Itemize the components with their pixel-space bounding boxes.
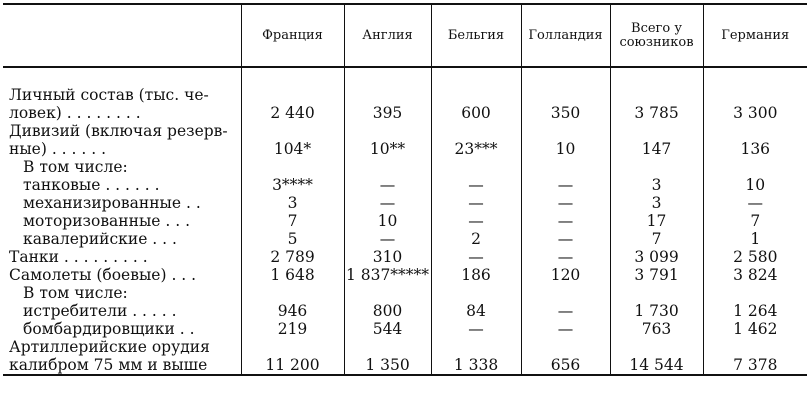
cell-netherlands: — (521, 194, 610, 212)
cell-france: 2 789 (241, 248, 344, 266)
header-netherlands: Голландия (521, 4, 610, 67)
row-label: В том числе: (23, 284, 128, 302)
cell-france: 3 (241, 194, 344, 212)
cell-france: 2 440 (241, 86, 344, 122)
row-label: танковые . . . . . . (23, 176, 160, 194)
header-allies-total (610, 4, 703, 67)
cell-netherlands: — (521, 248, 610, 266)
table-row (3, 266, 807, 284)
cell-allies-total (610, 158, 703, 176)
cell-allies-total: 3 785 (610, 86, 703, 122)
table-header-row (3, 4, 807, 67)
cell-belgium: 186 (431, 266, 521, 284)
row-label (3, 86, 241, 122)
cell-allies-total: 1 730 (610, 302, 703, 320)
cell-allies-total: 3 (610, 194, 703, 212)
row-label (3, 122, 241, 158)
row-label: моторизованные . . . (23, 212, 191, 230)
cell-allies-total: 147 (610, 122, 703, 158)
cell-england: 10** (344, 122, 431, 158)
cell-allies-total: 763 (610, 320, 703, 338)
cell-belgium: — (431, 212, 521, 230)
cell-netherlands: — (521, 176, 610, 194)
cell-germany (703, 284, 807, 302)
row-label-line2: ловек) . . . . . . . . (9, 104, 141, 122)
cell-england: 395 (344, 86, 431, 122)
cell-france: 1 648 (241, 266, 344, 284)
cell-belgium: — (431, 248, 521, 266)
cell-france: 5 (241, 230, 344, 248)
cell-allies-total: 3 791 (610, 266, 703, 284)
row-label: В том числе: (23, 158, 128, 176)
row-label: механизированные . . (23, 194, 201, 212)
cell-france: 11 200 (241, 338, 344, 375)
table-row (3, 284, 807, 302)
cell-france (241, 284, 344, 302)
cell-germany: 1 (703, 230, 807, 248)
table-row (3, 320, 807, 338)
cell-netherlands: — (521, 230, 610, 248)
row-label (3, 338, 241, 375)
cell-belgium: 2 (431, 230, 521, 248)
table-row (3, 176, 807, 194)
table-row (3, 248, 807, 266)
cell-england: 1 837***** (345, 266, 430, 284)
cell-belgium: — (431, 176, 521, 194)
row-label-line1: Дивизий (включая резерв- (9, 122, 228, 140)
forces-comparison-table (3, 3, 807, 376)
row-label: истребители . . . . . (23, 302, 177, 320)
cell-netherlands: 120 (521, 266, 610, 284)
table-row (3, 86, 807, 122)
cell-netherlands: 10 (521, 122, 610, 158)
row-label: Танки . . . . . . . . . (9, 248, 148, 266)
header-allies-total-line2: союзников (619, 34, 694, 50)
row-label: кавалерийские . . . (23, 230, 177, 248)
cell-germany: 7 (703, 212, 807, 230)
cell-germany: 3 300 (703, 86, 807, 122)
cell-netherlands (521, 284, 610, 302)
cell-germany: 10 (703, 176, 807, 194)
cell-england: 10 (344, 212, 431, 230)
cell-allies-total: 7 (610, 230, 703, 248)
table-row (3, 122, 807, 158)
cell-germany: 1 264 (703, 302, 807, 320)
table-row (3, 194, 807, 212)
cell-belgium: 1 338 (431, 338, 521, 375)
row-label-line2: калибром 75 мм и выше (9, 356, 208, 374)
cell-allies-total: 14 544 (610, 338, 703, 375)
cell-belgium: 600 (431, 86, 521, 122)
cell-germany: 2 580 (703, 248, 807, 266)
cell-england: 544 (344, 320, 431, 338)
cell-germany: 1 462 (703, 320, 807, 338)
cell-england: — (344, 194, 431, 212)
cell-england (344, 284, 431, 302)
cell-france: 7 (241, 212, 344, 230)
row-label: бомбардировщики . . (23, 320, 195, 338)
cell-germany: — (703, 194, 807, 212)
cell-netherlands: — (521, 302, 610, 320)
cell-germany: 7 378 (703, 338, 807, 375)
cell-france: 946 (241, 302, 344, 320)
table-row (3, 230, 807, 248)
header-france: Франция (241, 4, 344, 67)
cell-allies-total: 3 (610, 176, 703, 194)
cell-netherlands (521, 158, 610, 176)
cell-netherlands: — (521, 320, 610, 338)
cell-allies-total: 3 099 (610, 248, 703, 266)
cell-belgium (431, 158, 521, 176)
cell-england (344, 158, 431, 176)
header-allies-total-line1: Всего у (631, 20, 682, 36)
cell-france: 104* (241, 122, 344, 158)
cell-england: 800 (344, 302, 431, 320)
cell-netherlands: 350 (521, 86, 610, 122)
cell-belgium: 23*** (431, 122, 521, 158)
cell-england: — (344, 230, 431, 248)
table-row (3, 302, 807, 320)
cell-france: 3**** (241, 176, 344, 194)
header-germany: Германия (703, 4, 807, 67)
cell-belgium: — (431, 194, 521, 212)
cell-belgium: 84 (431, 302, 521, 320)
cell-germany: 136 (703, 122, 807, 158)
row-label-line1: Артиллерийские орудия (9, 338, 210, 356)
cell-england: 310 (344, 248, 431, 266)
header-england: Англия (344, 4, 431, 67)
row-label-line1: Личный состав (тыс. че- (9, 86, 209, 104)
cell-france (241, 158, 344, 176)
table-row (3, 212, 807, 230)
cell-france: 219 (241, 320, 344, 338)
cell-netherlands: 656 (521, 338, 610, 375)
cell-belgium (431, 284, 521, 302)
spacer-row (3, 67, 807, 86)
table-row (3, 338, 807, 375)
table-row (3, 158, 807, 176)
cell-germany: 3 824 (703, 266, 807, 284)
header-empty (3, 4, 241, 67)
cell-germany (703, 158, 807, 176)
cell-england: — (344, 176, 431, 194)
row-label: Самолеты (боевые) . . . (9, 266, 197, 284)
header-belgium: Бельгия (431, 4, 521, 67)
cell-allies-total (610, 284, 703, 302)
row-label-line2: ные) . . . . . . (9, 140, 107, 158)
cell-netherlands: — (521, 212, 610, 230)
cell-allies-total: 17 (610, 212, 703, 230)
cell-belgium: — (431, 320, 521, 338)
cell-england: 1 350 (344, 338, 431, 375)
